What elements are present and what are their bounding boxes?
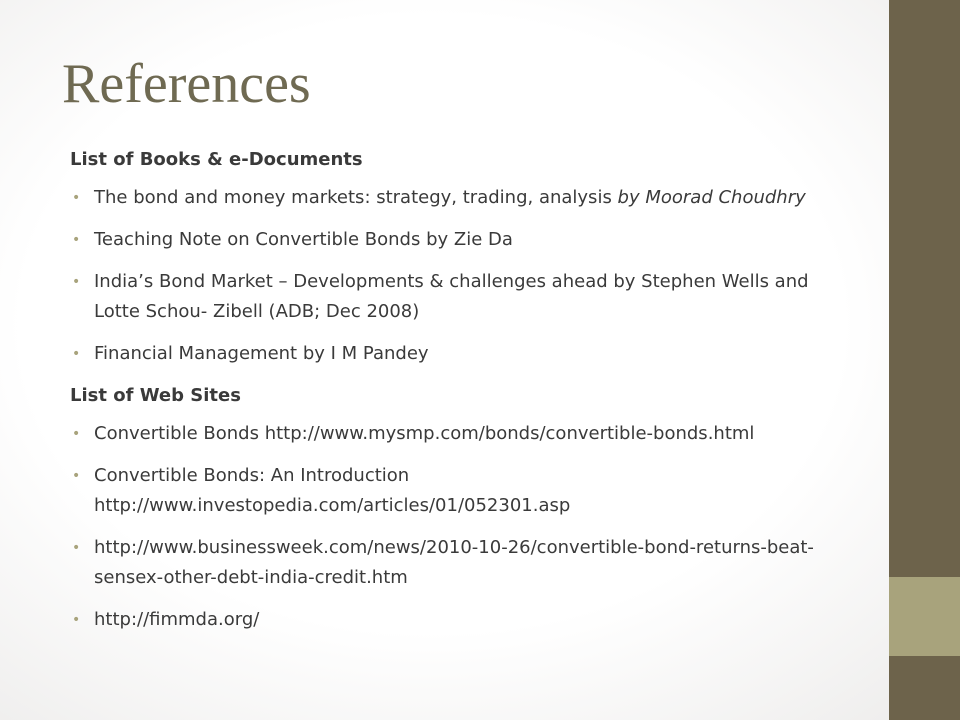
bullet-icon: • <box>72 190 81 206</box>
books-list <box>70 183 860 369</box>
list-item <box>70 419 860 449</box>
item-text: India’s Bond Market – Developments & challenges ahead by Stephen Wells and Lotte Schou- Zibell (ADB; Dec 2008) <box>94 271 809 322</box>
bullet-icon: • <box>72 346 81 362</box>
item-text: Convertible Bonds: An Introduction http://www.investopedia.com/articles/01/052301.asp <box>94 465 571 516</box>
item-text: Financial Management by I M Pandey <box>94 343 429 364</box>
bullet-icon: • <box>72 468 81 484</box>
item-text: http://www.businessweek.com/news/2010-10-26/convertible-bond-returns-beat-sensex-other-debt-india-credit.htm <box>94 537 814 588</box>
bullet-icon: • <box>72 232 81 248</box>
item-text: Convertible Bonds http://www.mysmp.com/bonds/convertible-bonds.html <box>94 423 755 444</box>
list-item <box>70 461 860 521</box>
item-author: by Moorad Choudhry <box>617 187 806 208</box>
slide-content <box>70 145 860 647</box>
section-heading-websites: List of Web Sites <box>70 385 241 406</box>
list-item <box>70 605 860 635</box>
item-text: http://fimmda.org/ <box>94 609 260 630</box>
item-text: The bond and money markets: strategy, trading, analysis <box>94 187 618 208</box>
list-item <box>70 339 860 369</box>
bullet-icon: • <box>72 540 81 556</box>
websites-list <box>70 419 860 635</box>
bullet-icon: • <box>72 612 81 628</box>
section-heading-books: List of Books & e-Documents <box>70 149 363 170</box>
section-websites <box>70 381 860 635</box>
section-books <box>70 145 860 369</box>
side-accent-block <box>889 577 960 656</box>
item-text: Teaching Note on Convertible Bonds by Zie Da <box>94 229 513 250</box>
list-item <box>70 533 860 593</box>
bullet-icon: • <box>72 426 81 442</box>
list-item <box>70 183 860 213</box>
list-item <box>70 267 860 327</box>
bullet-icon: • <box>72 274 81 290</box>
list-item <box>70 225 860 255</box>
slide-title: References <box>62 53 311 115</box>
